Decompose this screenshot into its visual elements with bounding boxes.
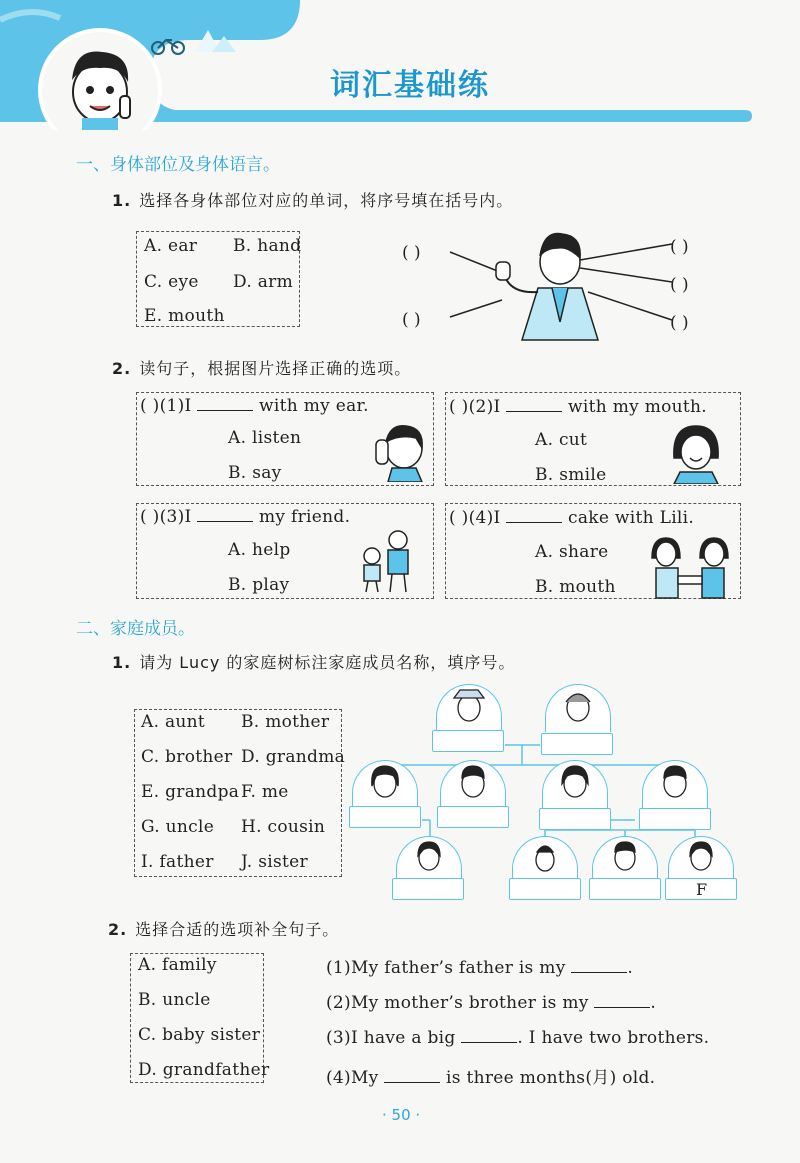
option: H. cousin xyxy=(241,817,326,837)
sentence-2: ( )(2)I with my mouth. xyxy=(449,397,708,417)
option: A. share xyxy=(535,542,609,562)
fill-sentence-1: (1)My father’s father is my . xyxy=(326,958,634,978)
header-banner xyxy=(0,0,800,130)
fill-sentence-4: (4)My is three months(月) old. xyxy=(326,1068,656,1088)
option: B. hand xyxy=(233,236,302,256)
answer-paren[interactable]: ( ) xyxy=(402,243,421,263)
option: C. baby sister xyxy=(138,1025,261,1045)
option: D. grandma xyxy=(241,747,346,767)
option: B. mouth xyxy=(535,577,616,597)
sentence-1: ( )(1)I with my ear. xyxy=(140,396,369,416)
q1-2-instruction: 2. 读句子，根据图片选择正确的选项。 xyxy=(112,359,412,378)
family-faces xyxy=(340,680,740,900)
option: C. eye xyxy=(144,272,199,292)
given-answer: F xyxy=(696,880,708,899)
option: A. listen xyxy=(228,428,302,448)
option: A. help xyxy=(228,540,291,560)
option: A. family xyxy=(138,955,217,975)
option: C. brother xyxy=(141,747,233,767)
sentence-3: ( )(3)I my friend. xyxy=(140,507,351,527)
option: A. ear xyxy=(144,236,198,256)
fill-sentence-3: (3)I have a big . I have two brothers. xyxy=(326,1028,710,1048)
option: I. father xyxy=(141,852,214,872)
boy-body-illustration xyxy=(440,222,680,342)
option: D. grandfather xyxy=(138,1060,270,1080)
option: E. grandpa xyxy=(141,782,240,802)
option: B. play xyxy=(228,575,290,595)
page-number: · 50 · xyxy=(382,1106,421,1124)
option: F. me xyxy=(241,782,289,802)
option: B. say xyxy=(228,463,282,483)
sharing-cake-illustration xyxy=(650,536,730,600)
sentence-4: ( )(4)I cake with Lili. xyxy=(449,508,695,528)
q1-1-instruction: 1. 选择各身体部位对应的单词，将序号填在括号内。 xyxy=(112,191,514,210)
option: B. uncle xyxy=(138,990,211,1010)
section-2-heading: 二、家庭成员。 xyxy=(76,619,195,639)
option: B. mother xyxy=(241,712,330,732)
answer-paren[interactable]: ( ) xyxy=(402,310,421,330)
answer-paren[interactable]: ( ) xyxy=(670,275,689,295)
friends-helping-illustration xyxy=(356,528,416,594)
girl-smiling-illustration xyxy=(668,422,724,484)
section-1-heading: 一、身体部位及身体语言。 xyxy=(76,155,280,175)
option: A. aunt xyxy=(141,712,206,732)
option: J. sister xyxy=(241,852,308,872)
option: D. arm xyxy=(233,272,294,292)
fill-sentence-2: (2)My mother’s brother is my . xyxy=(326,993,657,1013)
option: B. smile xyxy=(535,465,607,485)
option: E. mouth xyxy=(144,306,225,326)
option: A. cut xyxy=(535,430,588,450)
answer-paren[interactable]: ( ) xyxy=(670,313,689,333)
option: G. uncle xyxy=(141,817,215,837)
page-title: 词汇基础练 xyxy=(330,68,490,103)
q2-1-instruction: 1. 请为 Lucy 的家庭树标注家庭成员名称，填序号。 xyxy=(112,653,516,672)
ear-listening-illustration xyxy=(370,420,426,482)
answer-paren[interactable]: ( ) xyxy=(670,237,689,257)
q2-2-instruction: 2. 选择合适的选项补全句子。 xyxy=(108,920,340,939)
